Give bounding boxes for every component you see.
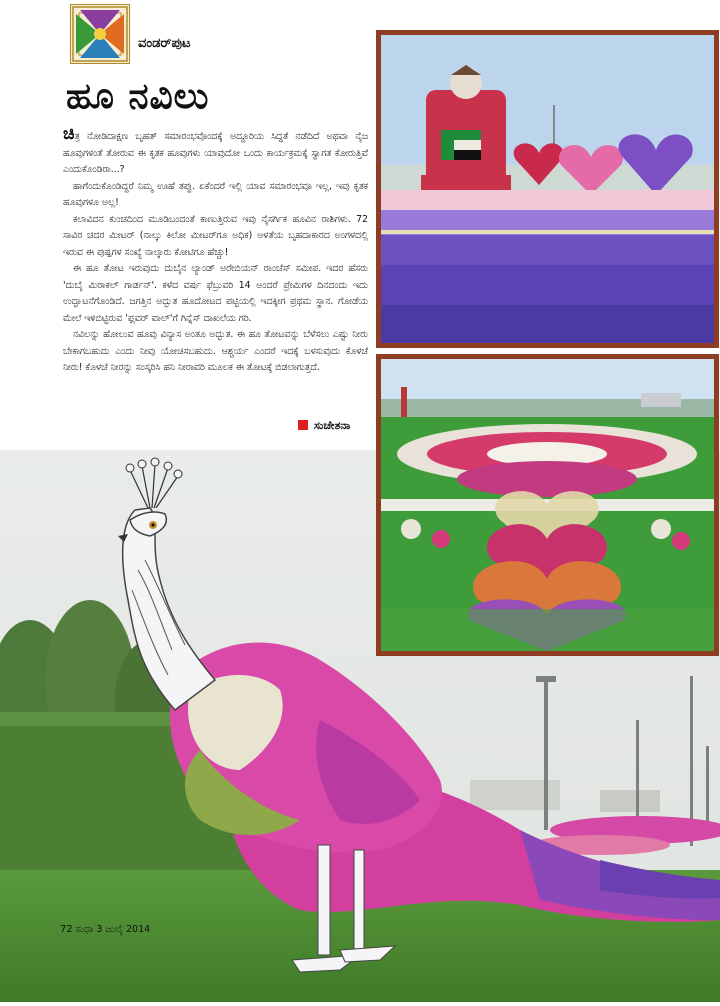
article-paragraph: ಹಾಗೆಂದುಕೊಂಡಿದ್ದರೆ ನಿಮ್ಮ ಊಹೆ ತಪ್ಪು. ಏಕೆಂದರೆ ಇಲ್ಲಿ ಯಾವ ಸಮಾರಂಭವೂ ಇಲ್ಲ, ಇವು ಕೃತಕ ಹೂವುಗಳೂ ಅಲ್ಲ! bbox=[63, 180, 368, 208]
page-footer bbox=[60, 924, 150, 935]
heart-arches-garden-photo bbox=[376, 354, 719, 656]
falcon-and-hearts-garden-photo bbox=[376, 30, 719, 348]
article-body bbox=[63, 126, 368, 377]
author-byline: ಸುಚೇತನಾ bbox=[298, 419, 350, 433]
byline-square-icon bbox=[298, 420, 308, 430]
article-title: ಹೂ ನವಿಲು bbox=[66, 76, 210, 117]
article-paragraph: ಚಿತ್ರ ನೋಡಿದಾಕ್ಷಣ ಬೃಹತ್ ಸಮಾರಂಭವೊಂದಕ್ಕೆ ಅದ್ದೂರಿಯ ಸಿದ್ಧತೆ ನಡೆದಿದೆ ಅಥವಾ ನೈಜ ಹೂವುಗಳಂತೆ ತೋರುವ ಈ ಕೃತಕ ಹೂವುಗಳು ಯಾವುದೋ ಒಂದು ಕಾರ್ಯಕ್ರಮಕ್ಕೆ ಸ್ವಾಗತ ಕೋರುತ್ತಿವೆ ಎಂದುಕೊಂಡಿರಾ...? bbox=[63, 124, 368, 175]
magazine-name: ಸುಧಾ bbox=[75, 924, 94, 935]
drop-cap: ಚಿ bbox=[63, 124, 75, 144]
article-paragraph: ನವಿಲನ್ನು ಹೋಲುವ ಹೂವು ವಿನ್ಯಾಸ ಅಂತೂ ಅದ್ಭುತ. ಈ ಹೂ ತೋಟವನ್ನು ಬೆಳೆಸಲು ಎಷ್ಟು ನೀರು ಬೇಕಾಗಬಹುದು ಎಂದು ನೀವು ಯೋಚಿಸಬಹುದು. ಆಶ್ಚರ್ಯ ಎಂದರೆ ಇದಕ್ಕೆ ಬಳಸುವುದು ಕೊಳಚೆ ನೀರು! ಕೊಳಚೆ ನೀರನ್ನು ಸಂಸ್ಕರಿಸಿ ಹನಿ ನೀರಾವರಿ ಮೂಲಕ ಈ ತೋಟಕ್ಕೆ ಬಿಡಲಾಗುತ್ತದೆ. bbox=[63, 329, 368, 373]
issue-date: 3 ಜುಲೈ 2014 bbox=[96, 924, 151, 935]
magazine-section-logo bbox=[70, 4, 130, 64]
article-paragraph: ಈ ಹೂ ತೋಟ ಇರುವುದು ದುಬೈನ ಲ್ಯಾಂಡ್ ಅರೇಬಿಯನ್ ರಾಂಚೆಸ್ ಸಮೀಪ. ಇದರ ಹೆಸರು 'ದುಬೈ ಮಿರಾಕಲ್ ಗಾರ್ಡನ್'. ಕಳೆದ ವರ್ಷ ಫೆಬ್ರುವರಿ 14 ಅಂದರೆ ಪ್ರೇಮಿಗಳ ದಿನದಂದು ಇದು ಉದ್ಘಾಟನೆಗೊಂಡಿದೆ. ಜಗತ್ತಿನ ಅದ್ಭುತ ಹೂದೋಟದ ಪಟ್ಟಿಯಲ್ಲಿ ಇದಕ್ಕೀಗ ಪ್ರಥಮ ಸ್ಥಾನ. ಗೋಡೆಯ ಮೇಲೆ ಇಳಿಬಿಟ್ಟಿರುವ 'ಫ್ಲವರ್ ವಾಲ್'ಗೆ ಗಿನ್ನೆಸ್ ದಾಖಲೆಯ ಗರಿ. bbox=[63, 263, 368, 324]
article-paragraph: ಕಲಾವಿದನ ಕುಂಚದಿಂದ ಮೂಡಿಬಂದಂತೆ ಕಾಣುತ್ತಿರುವ ಇವು ನೈಸರ್ಗಿಕ ಹೂವಿನ ರಾಶಿಗಳು. 72 ಸಾವಿರ ಚದರ ಮೀಟರ್ (ನಾಲ್ಕು ಕಿಲೋ ಮೀಟರ್‌ಗೂ ಅಧಿಕ) ಅಳತೆಯ ಬೃಹದಾಕಾರದ ಅಂಗಳದಲ್ಲಿ ಇರುವ ಈ ಪುಷ್ಪಗಳ ಸಂಖ್ಯೆ ನಾಲ್ಕಾರು ಕೋಟಿಗೂ ಹೆಚ್ಚು! bbox=[63, 213, 368, 258]
section-label: ವಂಡರ್‌ಪುಟ bbox=[138, 36, 191, 51]
page-number: 72 bbox=[60, 924, 73, 935]
